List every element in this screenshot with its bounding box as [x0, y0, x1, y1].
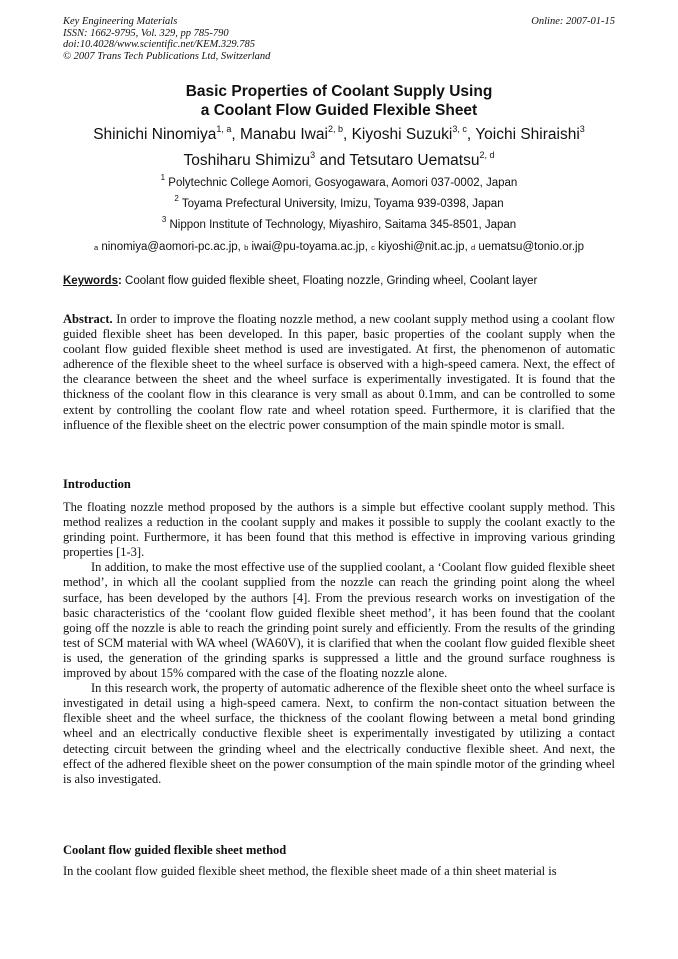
author-name: Toshiharu Shimizu	[183, 152, 311, 169]
abstract-label: Abstract.	[63, 312, 113, 326]
author-line-1	[0, 122, 678, 148]
keywords-line	[63, 275, 623, 287]
affiliation-number: 1	[160, 173, 166, 182]
author-superscript: 3, c	[452, 124, 467, 134]
copyright-line: © 2007 Trans Tech Publications Ltd, Switzerland	[63, 50, 271, 62]
email-marker: a	[93, 243, 99, 252]
author-separator: ,	[466, 126, 476, 143]
email-address[interactable]: iwai@pu-toyama.ac.jp,	[251, 241, 368, 253]
email-marker: b	[244, 243, 249, 252]
affiliation-text: Nippon Institute of Technology, Miyashiro, Saitama 345-8501, Japan	[169, 219, 517, 231]
affiliation-number: 3	[161, 215, 167, 224]
paragraph: In this research work, the property of automatic adherence of the flexible sheet onto the wheel surface is investigated in detail using a high-speed camera. Next, to confirm the non-contact situation between the flexible sheet and the wheel surface, the thickness of the coolant flowing between a metal bond grinding wheel and an electrically conductive flexible sheet is experimentally investigated by utilizing a contact detecting circuit between the grinding wheel and the electrically conductive flexible sheet. And next, the effect of the adhered flexible sheet on the power consumption of the main spindle motor of the grinding wheel is also investigated.	[63, 681, 615, 786]
author-separator: ,	[342, 126, 352, 143]
email-list	[0, 241, 678, 253]
email-marker: c	[371, 243, 375, 252]
issn-line: ISSN: 1662-9795, Vol. 329, pp 785-790	[63, 27, 229, 39]
author-separator: ,	[231, 126, 241, 143]
section-heading-introduction: Introduction	[63, 477, 131, 491]
author-name: Kiyoshi Suzuki	[351, 126, 453, 143]
author-name: Manabu Iwai	[240, 126, 328, 143]
author-name: Tetsutaro Uematsu	[349, 152, 480, 169]
author-name: Yoichi Shiraishi	[475, 126, 580, 143]
author-superscript: 2, d	[479, 150, 495, 160]
email-address[interactable]: uematsu@tonio.or.jp	[478, 241, 584, 253]
paragraph: In addition, to make the most effective use of the supplied coolant, a ‘Coolant flow guided flexible sheet method’, in which all the coolant supplied from the nozzle can reach the grinding point along the wheel surface, has been developed by the authors [4]. From the previous research works on investigation of the basic characteristics of the ‘coolant flow guided flexible sheet method’, it has been found that the coolant going off the nozzle is able to reach the grinding point surely and efficiently. From the results of the grinding test of SCM material with WA wheel (WA60V), it is clarified that when the coolant flow guided flexible sheet is used, the generation of the grinding sparks is suppressed a little and the ground surface roughness is improved by about 15% compared with the case of the floating nozzle alone.	[63, 560, 615, 681]
author-separator: and	[315, 152, 350, 169]
author-line-2	[0, 148, 678, 174]
affiliation	[0, 194, 678, 210]
author-superscript: 3	[310, 150, 316, 160]
abstract	[63, 312, 615, 433]
paragraph: The floating nozzle method proposed by the authors is a simple but effective coolant supply method. This method realizes a reduction in the coolant supply and makes it possible to supply the coolant exactly to the grinding point. Furthermore, it has been found that this method is effective in improving various grinding properties [1-3].	[63, 500, 615, 560]
running-header	[63, 16, 270, 62]
affiliation	[0, 173, 678, 189]
affiliation-text: Toyama Prefectural University, Imizu, Toyama 939-0398, Japan	[181, 198, 504, 210]
introduction-body	[63, 500, 615, 787]
affiliation	[0, 215, 678, 231]
title-line-1: Basic Properties of Coolant Supply Using	[185, 83, 493, 100]
section-heading-method: Coolant flow guided flexible sheet method	[63, 843, 287, 857]
email-address[interactable]: ninomiya@aomori-pc.ac.jp,	[101, 241, 241, 253]
method-body	[63, 864, 615, 879]
author-superscript: 2, b	[327, 124, 343, 134]
abstract-text: In order to improve the floating nozzle method, a new coolant supply method using a coolant flow guided flexible sheet has been developed. In this paper, basic properties of the coolant supply when the coolant flow guided flexible sheet method is used are investigated. At first, the phenomenon of automatic adherence of the flexible sheet to the wheel surface is observed with a high-speed camera. Next, the effect of the clearance between the sheet and the wheel surface is experimentally investigated. It is found that the thickness of the coolant flow in this clearance is very small as about 0.1mm, and can be controlled to some extent by controlling the coolant flow rate and wheel rotation speed. Furthermore, it is clarified that the influence of the flexible sheet on the electric power consumption of the main spindle motor is small.	[63, 312, 615, 432]
author-superscript: 3	[579, 124, 585, 134]
paper-title	[0, 82, 678, 120]
online-date: Online: 2007-01-15	[531, 16, 615, 27]
author-superscript: 1, a	[216, 124, 232, 134]
doi-line: doi:10.4028/www.scientific.net/KEM.329.785	[63, 39, 255, 50]
title-line-2: a Coolant Flow Guided Flexible Sheet	[200, 102, 478, 119]
author-list	[0, 122, 678, 174]
affiliation-text: Polytechnic College Aomori, Gosyogawara, Aomori 037-0002, Japan	[168, 177, 518, 189]
author-name: Shinichi Ninomiya	[93, 126, 217, 143]
keywords-colon: :	[117, 275, 122, 287]
email-address[interactable]: kiyoshi@nit.ac.jp,	[378, 241, 468, 253]
email-marker: d	[470, 243, 476, 252]
paragraph: In the coolant flow guided flexible sheet method, the flexible sheet made of a thin sheet material is	[63, 864, 557, 878]
affiliation-number: 2	[174, 194, 179, 203]
journal-name: Key Engineering Materials	[63, 16, 178, 27]
keywords-label: Keywords	[63, 275, 118, 287]
keywords-text: Coolant flow guided flexible sheet, Floating nozzle, Grinding wheel, Coolant layer	[121, 275, 538, 287]
